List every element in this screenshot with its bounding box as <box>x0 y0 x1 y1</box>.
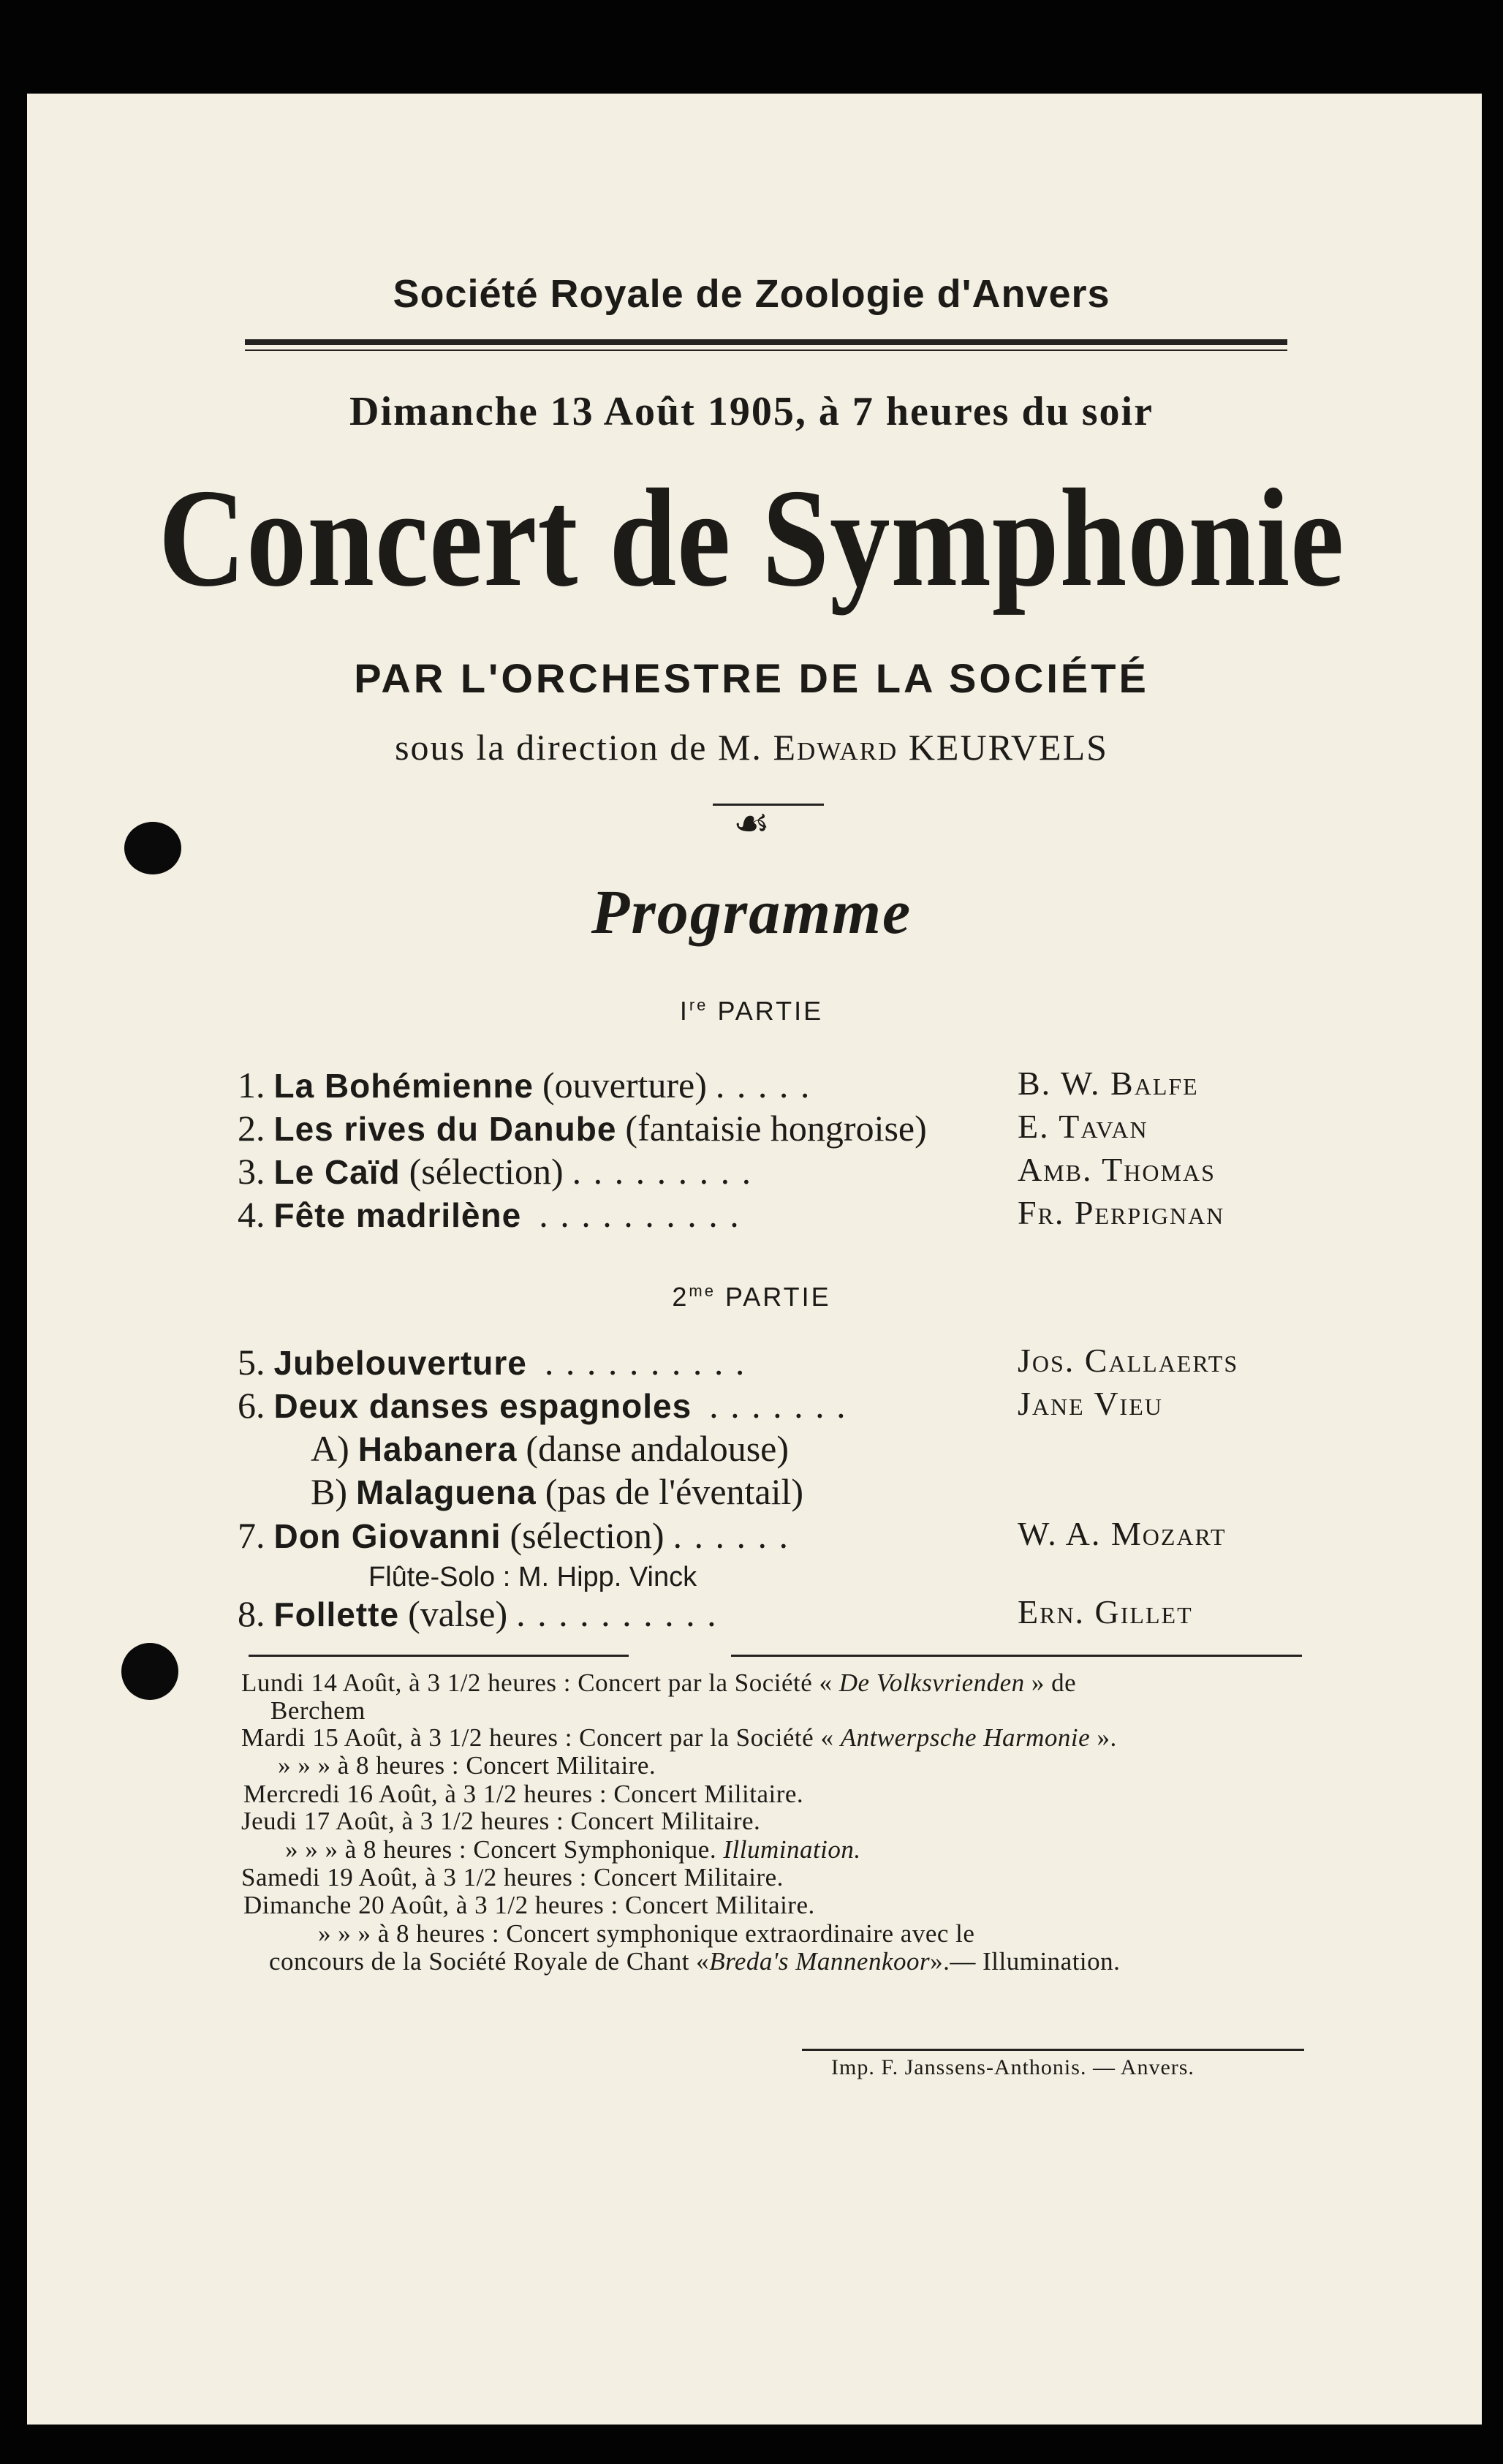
part1-number: I <box>679 996 689 1026</box>
society-name: Société Royale de Zoologie d'Anvers <box>393 272 1110 316</box>
header-rule <box>245 339 1287 345</box>
item-title: Follette <box>273 1595 400 1633</box>
schedule-italic: Illumination. <box>723 1835 861 1864</box>
part2-number: 2 <box>672 1282 689 1312</box>
part2-text: PARTIE <box>724 1282 831 1312</box>
programme-item <box>238 1193 749 1236</box>
item-number: 3. <box>238 1151 265 1192</box>
orchestra-line: PAR L'ORCHESTRE DE LA SOCIÉTÉ <box>354 655 1149 701</box>
schedule-text: Lundi 14 Août, à 3 1/2 heures : Concert par la Société « <box>241 1669 839 1697</box>
item-title: Fête madrilène <box>273 1196 522 1234</box>
item-leader: . . . . . . . . . . <box>539 1194 741 1235</box>
item-composer: W. A. Mozart <box>1018 1515 1227 1552</box>
item-description: (sélection) <box>409 1151 564 1192</box>
item-number: 6. <box>238 1385 265 1426</box>
item-composer: E. Tavan <box>1018 1108 1148 1145</box>
item-composer: Fr. Perpignan <box>1018 1194 1225 1231</box>
schedule-text: » » » à 8 heures : Concert Militaire. <box>278 1751 656 1780</box>
item-leader: . . . . . <box>715 1065 811 1106</box>
item-number: 7. <box>238 1515 265 1556</box>
item-description: Flûte-Solo : M. Hipp. Vinck <box>368 1562 697 1592</box>
schedule-text: » » » à 8 heures : Concert symphonique extraordinaire avec le <box>318 1919 975 1948</box>
schedule-line <box>243 1891 815 1920</box>
schedule-text: Mardi 15 Août, à 3 1/2 heures : Concert par la Société « <box>241 1723 841 1752</box>
programme-item <box>311 1470 821 1513</box>
item-description: (sélection) <box>510 1515 665 1556</box>
schedule-italic: Breda's Mannenkoor <box>709 1947 931 1976</box>
item-leader: . . . . . . . . . <box>572 1151 753 1192</box>
programme-sheet <box>27 94 1482 2425</box>
ornament-icon: ☙ <box>732 801 771 847</box>
item-leader: . . . . . . . . . . <box>516 1593 718 1634</box>
part2-sup: me <box>689 1282 716 1300</box>
schedule-tail: ».— Illumination. <box>930 1947 1121 1976</box>
programme-heading: Programme <box>591 877 912 947</box>
programme-item <box>238 1384 856 1426</box>
schedule-line <box>270 1696 366 1726</box>
item-description: (pas de l'éventail) <box>545 1471 804 1512</box>
item-number: 2. <box>238 1108 265 1149</box>
item-number: 8. <box>238 1593 265 1634</box>
part1-text: PARTIE <box>717 996 824 1026</box>
imprint: Imp. F. Janssens-Anthonis. — Anvers. <box>831 2055 1195 2079</box>
item-number: A) <box>311 1428 349 1469</box>
item-description: (valse) <box>408 1593 508 1634</box>
item-title: Don Giovanni <box>273 1517 501 1555</box>
programme-item <box>311 1427 806 1470</box>
conductor-last-name: KEURVELS <box>908 727 1108 768</box>
direction-prefix: sous la direction de M. <box>395 727 762 768</box>
schedule-italic: De Volksvrienden <box>838 1669 1025 1697</box>
programme-item <box>238 1107 944 1149</box>
schedule-tail: ». <box>1090 1723 1117 1752</box>
schedule-line <box>318 1919 974 1949</box>
item-title: Malaguena <box>356 1473 537 1511</box>
item-title: La Bohémienne <box>273 1067 534 1105</box>
date-line: Dimanche 13 Août 1905, à 7 heures du soir <box>349 389 1154 434</box>
item-number: 5. <box>238 1342 265 1383</box>
item-composer: Jos. Callaerts <box>1018 1342 1239 1379</box>
programme-item <box>238 1150 761 1193</box>
programme-item <box>238 1514 798 1557</box>
schedule-rule-right <box>731 1655 1302 1657</box>
item-number: 4. <box>238 1194 265 1235</box>
item-title: Les rives du Danube <box>273 1110 617 1148</box>
direction-line <box>0 726 1503 768</box>
schedule-line <box>241 1669 1076 1698</box>
schedule-text: Berchem <box>270 1696 366 1725</box>
schedule-line <box>241 1863 784 1892</box>
programme-item <box>238 1341 754 1383</box>
item-description: (ouverture) <box>542 1065 707 1106</box>
item-composer: Jane Vieu <box>1018 1385 1163 1422</box>
imprint-rule <box>802 2049 1304 2051</box>
item-number: B) <box>311 1471 347 1512</box>
schedule-line <box>285 1835 861 1864</box>
schedule-text: Dimanche 20 Août, à 3 1/2 heures : Concert Militaire. <box>243 1891 815 1919</box>
programme-item <box>238 1064 819 1106</box>
conductor-first-name: Edward <box>773 727 898 768</box>
concert-title: Concert de Symphonie <box>158 460 1345 616</box>
schedule-italic: Antwerpsche Harmonie <box>840 1723 1091 1752</box>
item-description: (fantaisie hongroise) <box>625 1108 927 1149</box>
schedule-rule-left <box>249 1655 629 1657</box>
punch-hole-bottom <box>121 1643 178 1700</box>
schedule-text: » » » à 8 heures : Concert Symphonique. <box>285 1835 724 1864</box>
schedule-line <box>241 1723 1117 1753</box>
schedule-tail: » de <box>1024 1669 1077 1697</box>
item-title: Deux danses espagnoles <box>273 1387 692 1425</box>
item-number: 1. <box>238 1065 265 1106</box>
header-rule-thin <box>245 349 1287 351</box>
schedule-line <box>278 1751 656 1780</box>
schedule-text: concours de la Société Royale de Chant « <box>269 1947 710 1976</box>
item-title: Jubelouverture <box>273 1344 527 1382</box>
item-composer: Ern. Gillet <box>1018 1593 1193 1630</box>
item-leader: . . . . . . . <box>709 1385 847 1426</box>
item-description: (danse andalouse) <box>526 1428 789 1469</box>
schedule-text: Samedi 19 Août, à 3 1/2 heures : Concert Militaire. <box>241 1863 784 1892</box>
item-leader: . . . . . . . . . . <box>544 1342 746 1383</box>
schedule-line <box>243 1780 803 1809</box>
programme-item <box>351 1554 714 1594</box>
programme-item <box>238 1592 727 1635</box>
item-leader: . . . . . . <box>673 1515 790 1556</box>
item-title: Le Caïd <box>273 1153 401 1191</box>
item-composer: Amb. Thomas <box>1018 1151 1216 1188</box>
schedule-line <box>241 1807 760 1836</box>
schedule-text: Jeudi 17 Août, à 3 1/2 heures : Concert Militaire. <box>241 1807 761 1835</box>
item-title: Habanera <box>357 1430 518 1468</box>
part2-label <box>0 1282 1503 1312</box>
item-composer: B. W. Balfe <box>1018 1065 1199 1102</box>
schedule-line <box>269 1947 1120 1976</box>
part1-label <box>0 996 1503 1027</box>
schedule-text: Mercredi 16 Août, à 3 1/2 heures : Concert Militaire. <box>243 1780 804 1808</box>
part1-sup: re <box>689 996 708 1014</box>
